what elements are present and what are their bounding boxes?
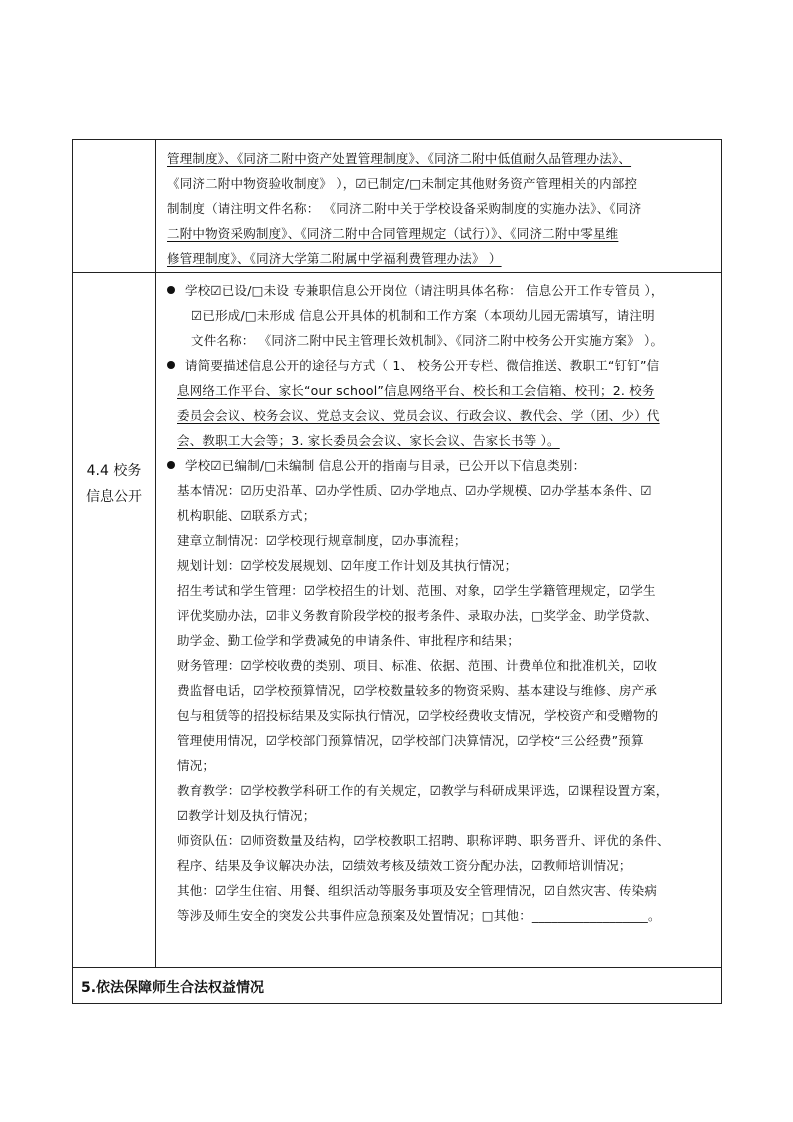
text-line: 请简要描述信息公开的途径与方式（ 1、 校务公开专栏、微信推送、教职工“钉钉”信 bbox=[185, 358, 660, 373]
row2-label bbox=[73, 458, 155, 510]
bullet-icon bbox=[167, 461, 175, 469]
text-line: 教育教学：☑学校教学科研工作的有关规定，☑教学与科研成果评选，☑课程设置方案， bbox=[177, 783, 669, 798]
row2-content bbox=[167, 278, 719, 928]
text-line: 招生考试和学生管理：☑学校招生的计划、范围、对象，☑学生学籍管理规定，☑学生 bbox=[177, 583, 656, 598]
text-line: 等涉及师生安全的突发公共事件应急预案及处置情况；□其他：__________________。 bbox=[177, 908, 661, 923]
row-divider bbox=[73, 967, 721, 968]
text-line: 包与租赁等的招投标结果及实际执行情况，☑学校经费收支情况，学校资产和受赠物的 bbox=[177, 708, 659, 723]
text-line: 程序、结果及争议解决办法，☑绩效考核及绩效工资分配办法，☑教师培训情况； bbox=[177, 858, 632, 873]
text-line: 情况； bbox=[177, 758, 216, 773]
text-line: 基本情况：☑历史沿革、☑办学性质、☑办学地点、☑办学规模、☑办学基本条件、☑ bbox=[177, 483, 652, 498]
section-5-title: 5.依法保障师生合法权益情况 bbox=[81, 980, 265, 996]
text-line: 文件名称： 《同济二附中民主管理长效机制》、《同济二附中校务公开实施方案》 ）。 bbox=[191, 333, 664, 348]
bullet-line bbox=[167, 353, 719, 378]
text-line: 会、教职工大会等；3. 家长委员会会议、家长会议、告家长书等 ）。 bbox=[177, 433, 560, 448]
text-line: 费监督电话，☑学校预算情况，☑学校数量较多的物资采购、基本建设与维修、房产承 bbox=[177, 683, 658, 698]
text-line: 二附中物资采购制度》、《同济二附中合同管理规定（试行）》、《同济二附中零星维 bbox=[167, 226, 619, 241]
column-divider bbox=[155, 140, 156, 967]
form-table bbox=[72, 139, 722, 1004]
text-line: ☑教学计划及执行情况； bbox=[177, 808, 316, 823]
text-line: 规划计划：☑学校发展规划、☑年度工作计划及其执行情况； bbox=[177, 558, 518, 573]
text-line: 制制度（请注明文件名称： 《同济二附中关于学校设备采购制度的实施办法》、《同济 bbox=[167, 201, 642, 216]
row-divider bbox=[73, 272, 721, 273]
label-line: 信息公开 bbox=[86, 489, 142, 505]
text-line: 修管理制度》、《同济大学第二附属中学福利费管理办法》 ） bbox=[167, 251, 502, 266]
text-line: 师资队伍：☑师资数量及结构，☑学校教职工招聘、职称评聘、职务晋升、评优的条件、 bbox=[177, 833, 670, 848]
text-line: 管理使用情况，☑学校部门预算情况，☑学校部门决算情况，☑学校“三公经费”预算 bbox=[177, 733, 644, 748]
label-line: 4.4 校务 bbox=[86, 463, 142, 479]
text-line: 建章立制情况：☑学校现行规章制度，☑办事流程； bbox=[177, 533, 467, 548]
text-line: 机构职能、☑联系方式； bbox=[177, 508, 316, 523]
row1-content bbox=[167, 146, 719, 271]
text-line: 息网络工作平台、家长“our school”信息网络平台、校长和工会信箱、校刊；2. 校务 bbox=[177, 383, 655, 398]
text-line: 学校☑已设/□未设 专兼职信息公开岗位（请注明具体名称： 信息公开工作专管员 ）， bbox=[185, 283, 664, 298]
text-line: 评优奖励办法，☑非义务教育阶段学校的报考条件、录取办法，□奖学金、助学贷款、 bbox=[177, 608, 658, 623]
bullet-line bbox=[167, 278, 719, 303]
bullet-icon bbox=[167, 361, 175, 369]
text-line: 财务管理：☑学校收费的类别、项目、标准、依据、范围、计费单位和批准机关，☑收 bbox=[177, 658, 658, 673]
bullet-line bbox=[167, 453, 719, 478]
text-line: 学校☑已编制/□未编制 信息公开的指南与目录，已公开以下信息类别： bbox=[185, 458, 586, 473]
text-line: 助学金、勤工俭学和学费减免的申请条件、审批程序和结果； bbox=[177, 633, 520, 648]
text-line: 管理制度》、《同济二附中资产处置管理制度》、《同济二附中低值耐久品管理办法》、 bbox=[167, 151, 632, 166]
text-line: 委员会会议、校务会议、党总支会议、党员会议、行政会议、教代会、学（团、少）代 bbox=[177, 408, 660, 423]
text-line: 其他：☑学生住宿、用餐、组织活动等服务事项及安全管理情况，☑自然灾害、传染病 bbox=[177, 883, 658, 898]
text-line: 《同济二附中物资验收制度》 ），☑已制定/□未制定其他财务资产管理相关的内部控 bbox=[167, 176, 638, 191]
text-line: ☑已形成/□未形成 信息公开具体的机制和工作方案（本项幼儿园无需填写，请注明 bbox=[191, 308, 655, 323]
bullet-icon bbox=[167, 286, 175, 294]
